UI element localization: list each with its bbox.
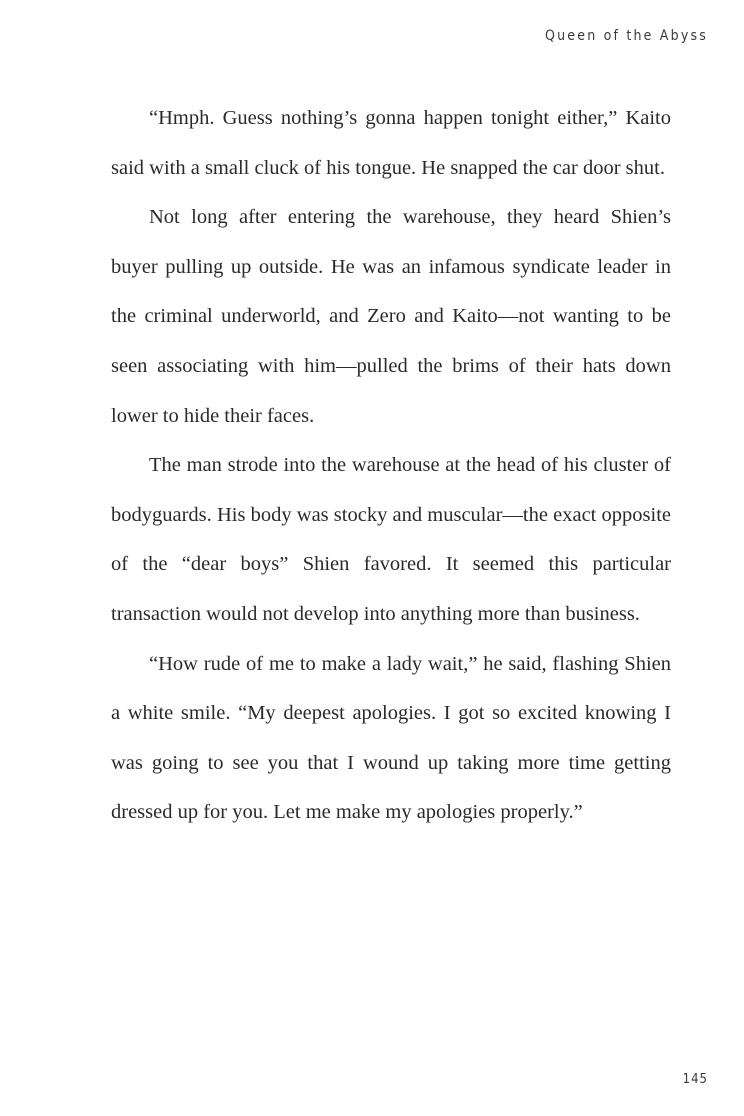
paragraph-3: The man strode into the warehouse at the head of his cluster of bodyguards. His body was stocky and muscular—the exact opposite of the “dear boys” Shien favored. It seemed this particular transaction would not develop into anything more than business. bbox=[111, 454, 671, 625]
running-header-title: Queen of the Abyss bbox=[545, 28, 708, 44]
body-text bbox=[111, 94, 671, 838]
paragraph-2: Not long after entering the warehouse, they heard Shien’s buyer pulling up outside. He was an infamous syndicate leader in the criminal underworld, and Zero and Kaito—not wanting to be seen associating with him—pulled the brims of their hats down lower to hide their faces. bbox=[111, 206, 671, 427]
page-number: 145 bbox=[682, 1072, 708, 1087]
paragraph-1: “Hmph. Guess nothing’s gonna happen tonight either,” Kaito said with a small cluck of his tongue. He snapped the car door shut. bbox=[111, 107, 671, 179]
paragraph-4: “How rude of me to make a lady wait,” he said, flashing Shien a white smile. “My deepest apologies. I got so excited knowing I was going to see you that I wound up taking more time getting dressed up for you. Let me make my apologies properly.” bbox=[111, 652, 671, 824]
